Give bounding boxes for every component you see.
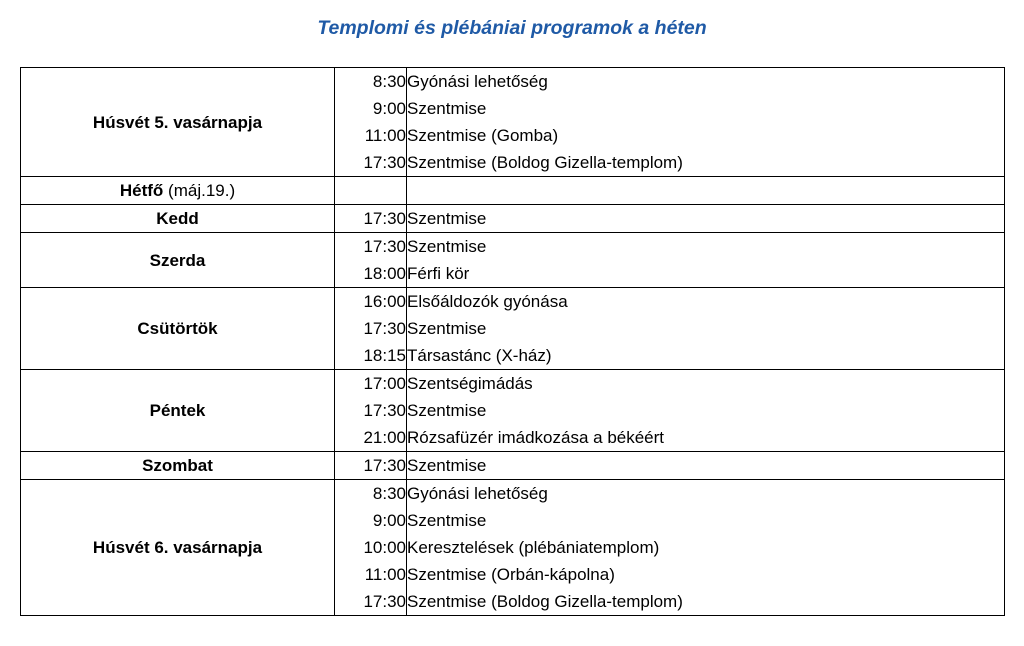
table-row	[21, 205, 1005, 233]
event-time: 11:00	[335, 122, 407, 149]
event-time: 9:00	[335, 95, 407, 122]
page-title: Templomi és plébániai programok a héten	[317, 17, 707, 39]
event-description	[407, 177, 1005, 205]
event-description: Szentmise (Gomba)	[407, 122, 1005, 149]
table-row	[21, 233, 1005, 261]
event-time: 17:30	[335, 233, 407, 261]
day-name: Péntek	[149, 401, 206, 420]
day-name: Kedd	[156, 209, 199, 228]
table-row	[21, 480, 1005, 508]
table-row	[21, 452, 1005, 480]
event-time: 8:30	[335, 480, 407, 508]
event-time: 17:30	[335, 315, 407, 342]
event-time: 21:00	[335, 424, 407, 452]
event-description: Szentmise	[407, 205, 1005, 233]
event-description: Keresztelések (plébániatemplom)	[407, 534, 1005, 561]
day-cell	[21, 68, 335, 177]
table-row	[21, 177, 1005, 205]
event-time: 17:30	[335, 452, 407, 480]
event-description: Férfi kör	[407, 260, 1005, 288]
event-time: 17:30	[335, 588, 407, 616]
event-time	[335, 177, 407, 205]
event-description: Szentmise (Orbán-kápolna)	[407, 561, 1005, 588]
event-description: Szentmise (Boldog Gizella-templom)	[407, 588, 1005, 616]
event-time: 16:00	[335, 288, 407, 316]
event-description: Elsőáldozók gyónása	[407, 288, 1005, 316]
event-time: 11:00	[335, 561, 407, 588]
day-cell	[21, 370, 335, 452]
event-time: 9:00	[335, 507, 407, 534]
event-description: Szentmise	[407, 397, 1005, 424]
day-name: Szerda	[149, 250, 206, 270]
event-time: 17:30	[335, 397, 407, 424]
event-time: 10:00	[335, 534, 407, 561]
event-description: Gyónási lehetőség	[407, 480, 1005, 508]
event-description: Társastánc (X-ház)	[407, 342, 1005, 370]
day-cell	[21, 480, 335, 616]
event-description: Szentmise	[407, 233, 1005, 261]
day-name: Húsvét 6. vasárnapja	[92, 538, 263, 557]
event-description: Szentmise	[407, 507, 1005, 534]
day-cell	[21, 233, 335, 288]
event-time: 18:15	[335, 342, 407, 370]
day-date-note: (máj.19.)	[163, 181, 236, 200]
event-description: Rózsafüzér imádkozása a békéért	[407, 424, 1005, 452]
day-cell	[21, 205, 335, 233]
day-cell	[21, 452, 335, 480]
schedule-table	[20, 67, 1005, 616]
table-row	[21, 370, 1005, 398]
table-row	[21, 288, 1005, 316]
event-time: 8:30	[335, 68, 407, 96]
event-description: Szentmise	[407, 452, 1005, 480]
day-name: Csütörtök	[137, 319, 218, 338]
day-cell	[21, 288, 335, 370]
day-name: Hétfő	[119, 181, 164, 200]
event-description: Szentmise	[407, 315, 1005, 342]
event-description: Szentmise (Boldog Gizella-templom)	[407, 149, 1005, 177]
event-description: Gyónási lehetőség	[407, 68, 1005, 96]
event-time: 17:30	[335, 149, 407, 177]
table-row	[21, 68, 1005, 96]
event-description: Szentségimádás	[407, 370, 1005, 398]
day-name: Szombat	[142, 456, 213, 475]
event-time: 17:00	[335, 370, 407, 398]
event-time: 17:30	[335, 205, 407, 233]
day-cell	[21, 177, 335, 205]
event-time: 18:00	[335, 260, 407, 288]
day-name: Húsvét 5. vasárnapja	[92, 112, 263, 132]
event-description: Szentmise	[407, 95, 1005, 122]
